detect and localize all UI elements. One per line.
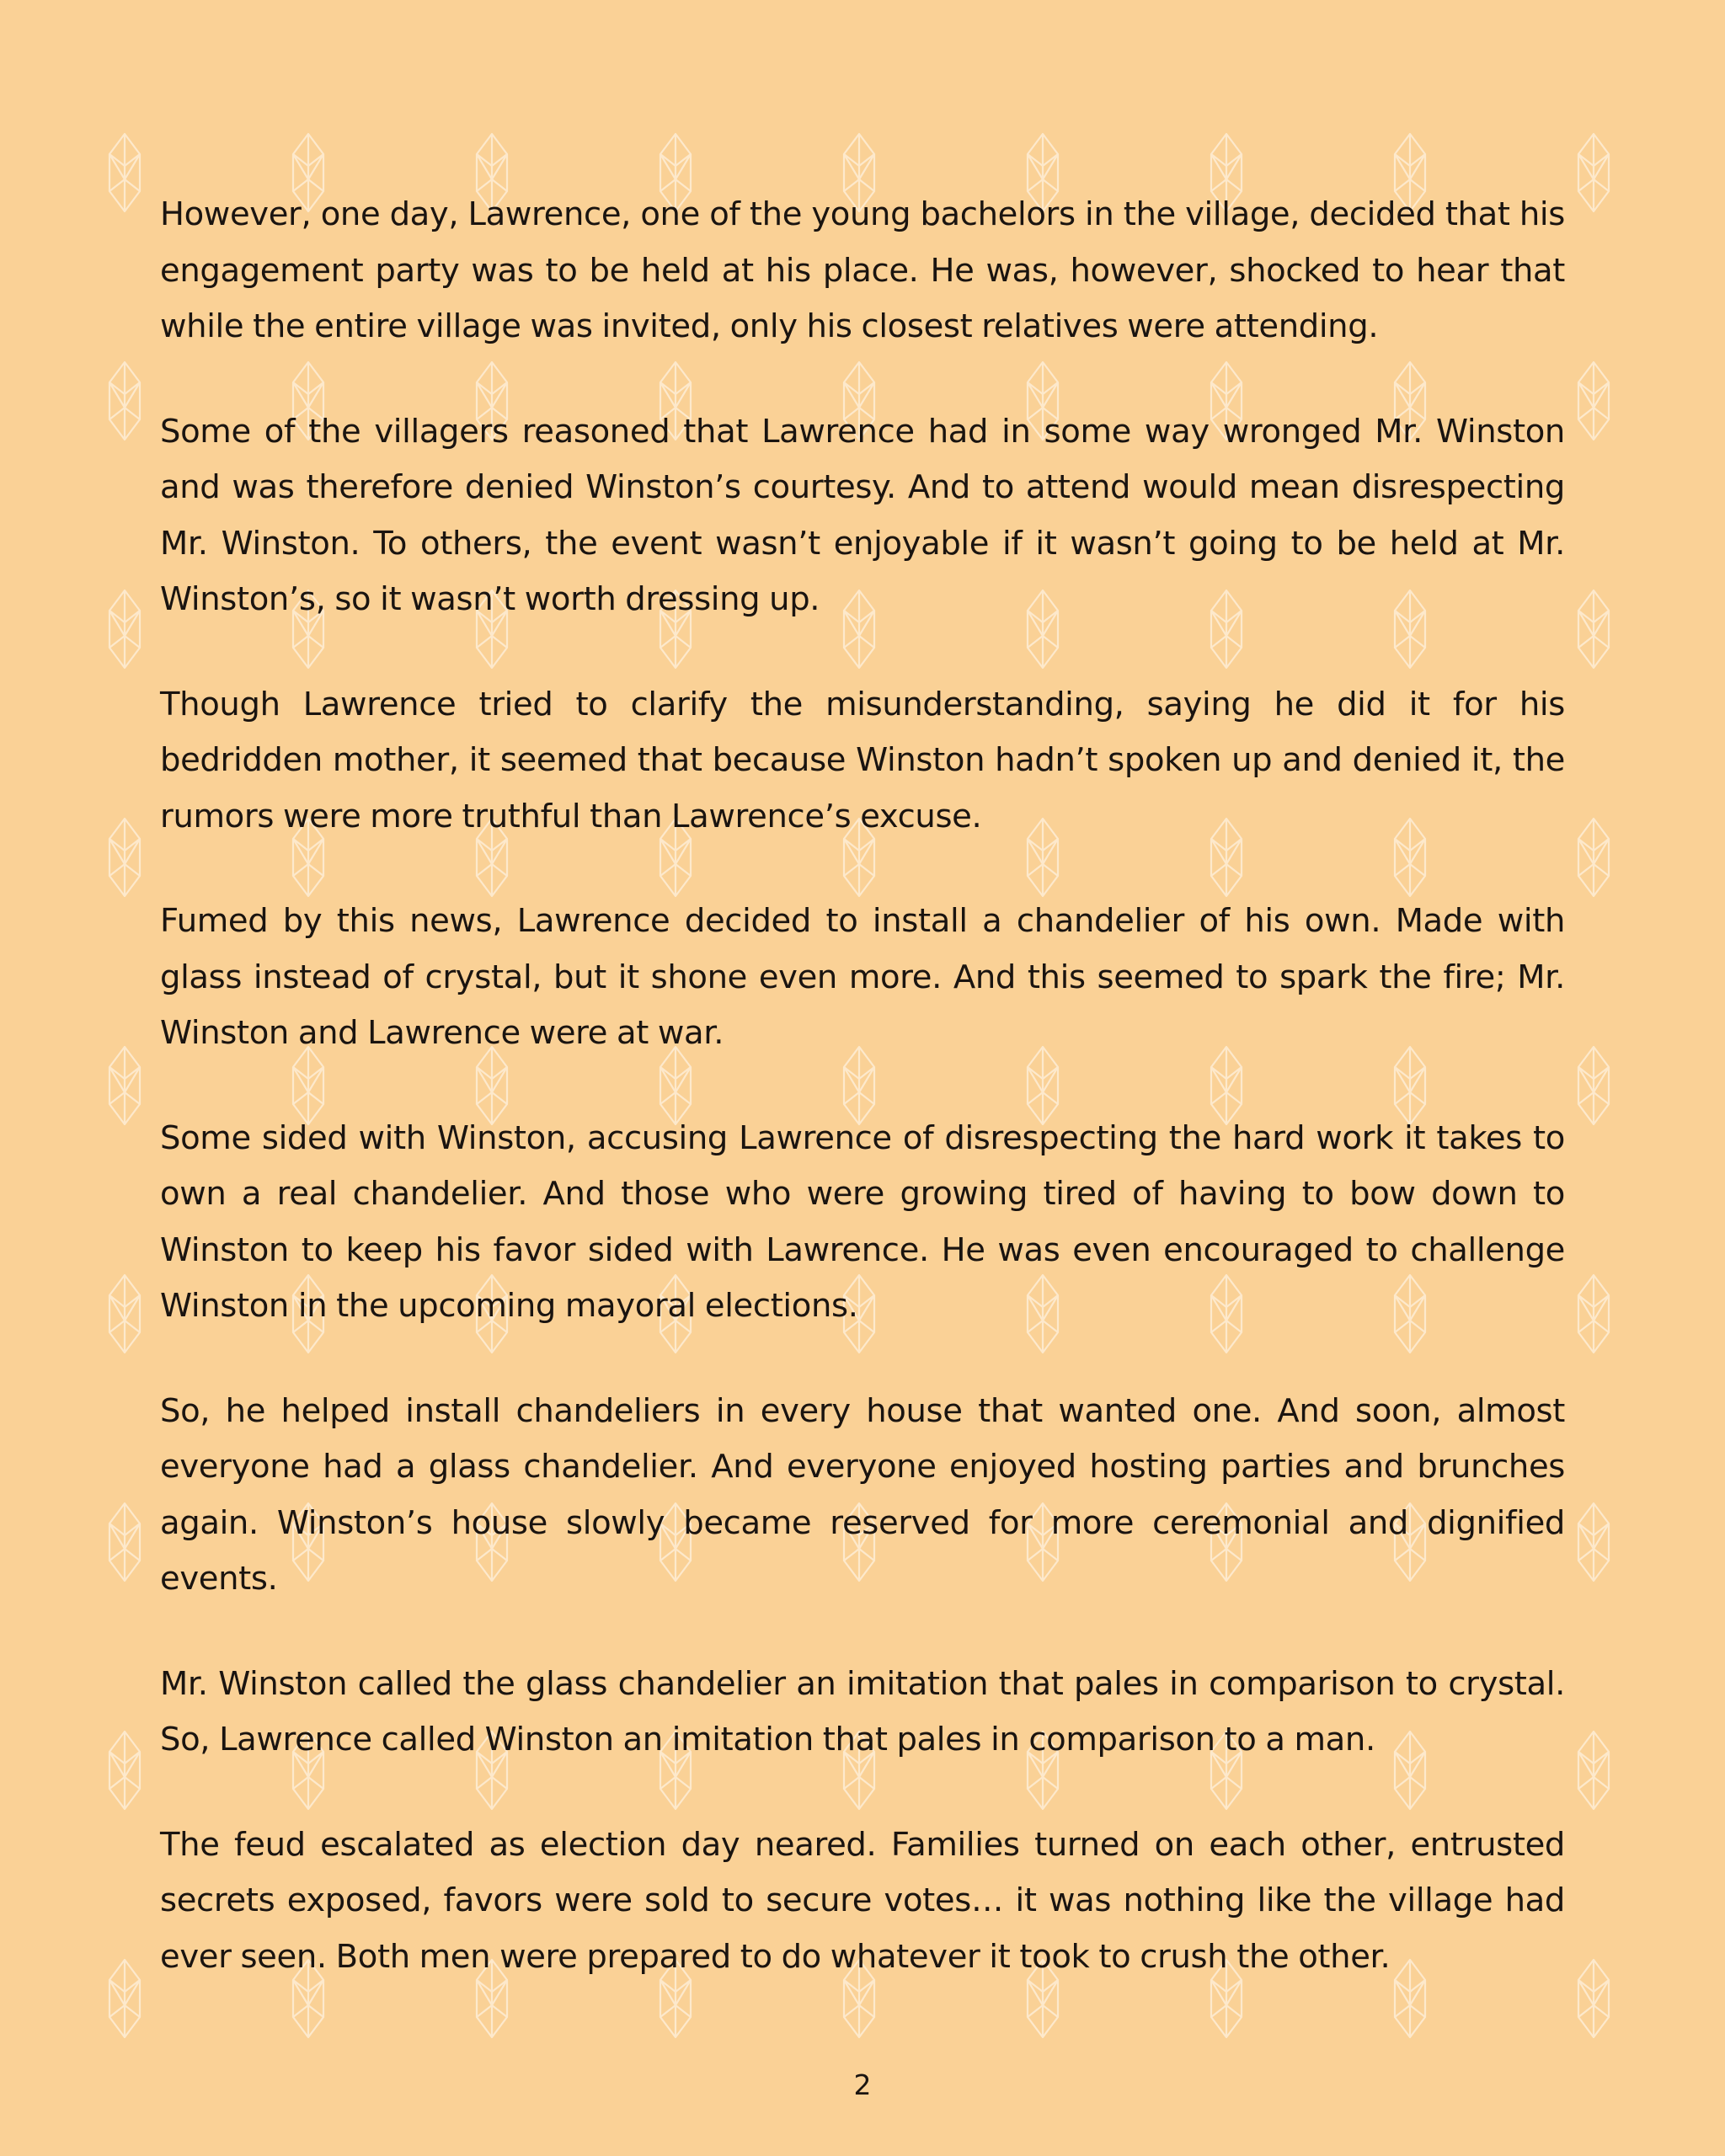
paragraph-6: So, he helped install chandeliers in every house that wanted one. And soon, almost everyone had a glass chandelier. And everyone enjoyed hosting parties and brunches again. Winston’s house slowly became reserved for more ceremonial and dignified events. [160,1391,1565,1598]
story-page [160,187,1565,2034]
crystal-icon [109,819,140,896]
crystal-icon [1578,1503,1609,1581]
paragraph-8: The feud escalated as election day neared. Families turned on each other, entrusted secrets exposed, favors were sold to secure votes… it was nothing like the village had ever seen. Both men were prepared to do whatever it took to crush the other. [160,1825,1565,1976]
crystal-icon [1578,819,1609,896]
paragraph-3: Though Lawrence tried to clarify the misunderstanding, saying he did it for his bedridden mother, it seemed that because Winston hadn’t spoken up and denied it, the rumors were more truthful than Lawrence’s excuse. [160,685,1565,835]
crystal-icon [109,1732,140,1809]
crystal-icon [1578,362,1609,440]
crystal-icon [109,1047,140,1124]
crystal-icon [1578,1047,1609,1124]
paragraph-2: Some of the villagers reasoned that Lawrence had in some way wronged Mr. Winston and was therefore denied Winston’s courtesy. And to attend would mean disrespecting Mr. Winston. To others, the event wasn’t enjoyable if it wasn’t going to be held at Mr. Winston’s, so it wasn’t worth dressing up. [160,412,1565,618]
crystal-icon [109,134,140,211]
paragraph-7: Mr. Winston called the glass chandelier an imitation that pales in comparison to crystal. So, Lawrence called Winston an imitation that pales in comparison to a man. [160,1664,1565,1758]
crystal-icon [1578,1960,1609,2037]
crystal-icon [1578,1732,1609,1809]
crystal-icon [109,1960,140,2037]
crystal-icon [109,590,140,668]
paragraph-1: However, one day, Lawrence, one of the young bachelors in the village, decided that his engagement party was to be held at his place. He was, however, shocked to hear that while the entire village was invited, only his closest relatives were attending. [160,195,1565,345]
crystal-icon [109,1275,140,1353]
crystal-icon [1578,134,1609,211]
crystal-icon [1578,590,1609,668]
crystal-icon [109,362,140,440]
paragraph-4: Fumed by this news, Lawrence decided to install a chandelier of his own. Made with glass instead of crystal, but it shone even more. And this seemed to spark the fire; Mr. Winston and Lawrence were at war. [160,902,1565,1052]
page-number: 2 [853,2068,872,2101]
crystal-icon [1578,1275,1609,1353]
paragraph-5: Some sided with Winston, accusing Lawrence of disrespecting the hard work it takes to own a real chandelier. And those who were growing tired of having to bow down to Winston to keep his favor sided with Lawrence. He was even encouraged to challenge Winston in the upcoming mayoral elections. [160,1118,1565,1325]
crystal-icon [109,1503,140,1581]
